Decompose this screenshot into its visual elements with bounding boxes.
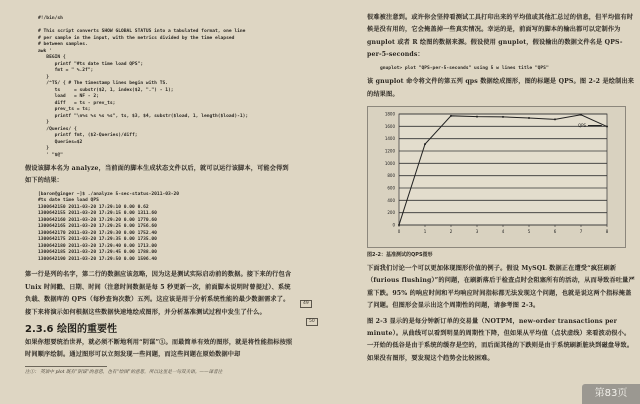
- x-tick-label: 7: [579, 228, 583, 234]
- y-tick-label: 200: [387, 210, 395, 216]
- analyze-output-code: [baron@ginger ~]$ ./analyze 5-sec-status-2011-03-20 #ts date time load QPS 1300642150 2011-03-20 17:29:10 0.00 0.62 1300642155 2011-03-20 17:29:15 0.00 1311.60 1300642160 2011-03-20 17:29:20 0.00 1770.60 1300642165 2011-03-20 17:29:25 0.00 1756.60 1300642170 2011-03-20 17:29:30 0.00 1752.40 1300642175 2011-03-20 17:29:35 0.00 1735.00 1300642180 2011-03-20 17:29:40 0.00 1713.00 1300642185 2011-03-20 17:29:45 0.00 1788.00 1300642190 2011-03-20 17:29:50 0.00 1596.40: [38, 191, 180, 262]
- x-tick-label: 4: [501, 228, 505, 234]
- qps-chart: [367, 106, 626, 248]
- footnote-divider: [25, 366, 107, 367]
- data-point: [502, 116, 504, 118]
- y-tick-label: 0: [392, 222, 395, 228]
- paragraph-furious-flushing: 下面我们讨论一个可以更加体现图形价值的例子。假设 MySQL 数据正在遭受“疯狂刷新（furious flushing）”的问题，在刷新落后于检查点时会阻塞所有的活动，从而导致吞吐量严重下跌。95% 的响应时间和平均响应时间指标都无法发现这个问题，也就是说这两个指标掩盖了问题。但图形会显示出这个周期性的问题，请参考图 2-3。: [367, 264, 635, 310]
- awk-script-code: #!/bin/sh # This script converts SHOW GLOBAL STATUS into a tabulated format, one line # per sample in the input, with the metrics divided by the time elapsed # between samples. awk ' BEGIN { printf "#ts date time load QPS"; fmt = " %.2f"; } /^TS/ { # The timestamp lines begin with TS. ts = substr($2, 1, index($2, ".") - 1); load = NF - 2; diff = ts - prev_ts; prev_ts = ts; printf "\n%s %s %s %s", ts, $3, $4, substr($load, 1, length($load)-1); } /Queries/ { printf fmt, ($2-Queries)/diff; Queries=$2 } ' "$@": [38, 16, 249, 158]
- qps-chart-svg: [368, 107, 625, 247]
- data-point: [606, 125, 608, 127]
- page-number-badge: 第83页: [582, 384, 640, 404]
- data-point: [554, 118, 556, 120]
- right-page-column: [367, 12, 635, 365]
- y-tick-label: 1600: [384, 123, 395, 129]
- x-tick-label: 1: [423, 228, 427, 234]
- x-tick-label: 6: [553, 228, 557, 234]
- figure-caption: 图2-2：基准测试的QPS图形: [367, 251, 433, 258]
- data-point: [398, 224, 400, 226]
- left-page-column: [25, 16, 295, 376]
- x-tick-label: 5: [527, 228, 531, 234]
- y-tick-label: 800: [387, 173, 395, 179]
- gnuplot-command: gnuplot> plot "QPS-per-5-seconds" using 5 w lines title "QPS": [380, 65, 549, 71]
- y-tick-label: 600: [387, 185, 395, 191]
- data-point: [476, 116, 478, 118]
- y-tick-label: 400: [387, 197, 395, 203]
- section-heading: 2.3.6 绘图的重要性: [25, 323, 117, 335]
- x-tick-label: 2: [449, 228, 453, 234]
- right-page: [309, 0, 640, 404]
- y-tick-label: 1200: [384, 148, 395, 154]
- paragraph-plotting-importance: 如果你想要统治世界，就必须不断地利用“阴谋”①。而最简单有效的图形，就是将性能指标按照时间顺序绘制。通过图形可以立刻发现一些问题，而这些问题在原始数据中却: [25, 338, 293, 359]
- data-point: [450, 115, 452, 117]
- margin-page-tag: 49: [300, 300, 312, 308]
- y-tick-label: 1800: [384, 111, 395, 117]
- data-point: [580, 114, 582, 116]
- data-point: [424, 143, 426, 145]
- paragraph-averages: 很难被注意到。或许你会坚持看测试工具打印出来的平均值或其他汇总过的信息，但平均值有时候是没有用的，它会掩盖掉一些真实情况。幸运的是，前面写的脚本的输出都可以定制作为 gnuplot 或者 R 绘图的数据来源。假设使用 gnuplot，假设输出的数据文件名是 QPS-per-5-seconds：: [367, 14, 634, 59]
- footnote: 注①： 英语中 plot 既有“阴谋”的意思，也有“绘图”的意思，所以这里是一句双关语。——译者注: [25, 369, 223, 375]
- plot-area: [399, 114, 607, 225]
- y-tick-label: 1400: [384, 136, 395, 142]
- paragraph-notpm: 图 2-3 显示的是每分钟新订单的交易量（NOTPM，new-order transactions per minute）。从曲线可以看到明显的周期性下降，但如果从平均值（点状虚线）来看波动很小。一开始的低谷是由于系统的缓存是空的，而后面其他的下跌则是由于系统刷新脏块到磁盘导致。如果没有图形，要发现这个趋势会比较困难。: [367, 317, 634, 362]
- paragraph-gnuplot-explained: 该 gnuplot 命令将文件的第五列 qps 数据绘成图形，图的标题是 QPS。图 2-2 是绘制出来的结果图。: [367, 78, 635, 98]
- data-point: [528, 117, 530, 119]
- x-tick-label: 0: [397, 228, 401, 234]
- paragraph-columns-explained: 第一行是列的名字，第二行的数据应该忽略，因为这是测试实际启动前的数据。接下来的行包含 Unix 时间戳、日期、时间（注意时间数据是每 5 秒更新一次，前面脚本说明时曾提过）、系统负载、数据库的 QPS（每秒查询次数）五列。这应该是用于分析系统性能的最少数据需求了。接下来将演示如何根据这些数据快速地绘成图形，并分析基准测试过程中发生了什么。: [25, 271, 292, 316]
- y-tick-label: 1000: [384, 160, 395, 166]
- margin-page-tag: 50: [306, 318, 318, 326]
- x-tick-label: 3: [475, 228, 479, 234]
- paragraph-analyze-intro: 假设该脚本名为 analyze，当前面的脚本生成状态文件以后，就可以运行该脚本，可能会得到如下的结果：: [25, 165, 289, 185]
- x-tick-label: 8: [605, 228, 609, 234]
- legend-label: QPS: [578, 122, 587, 128]
